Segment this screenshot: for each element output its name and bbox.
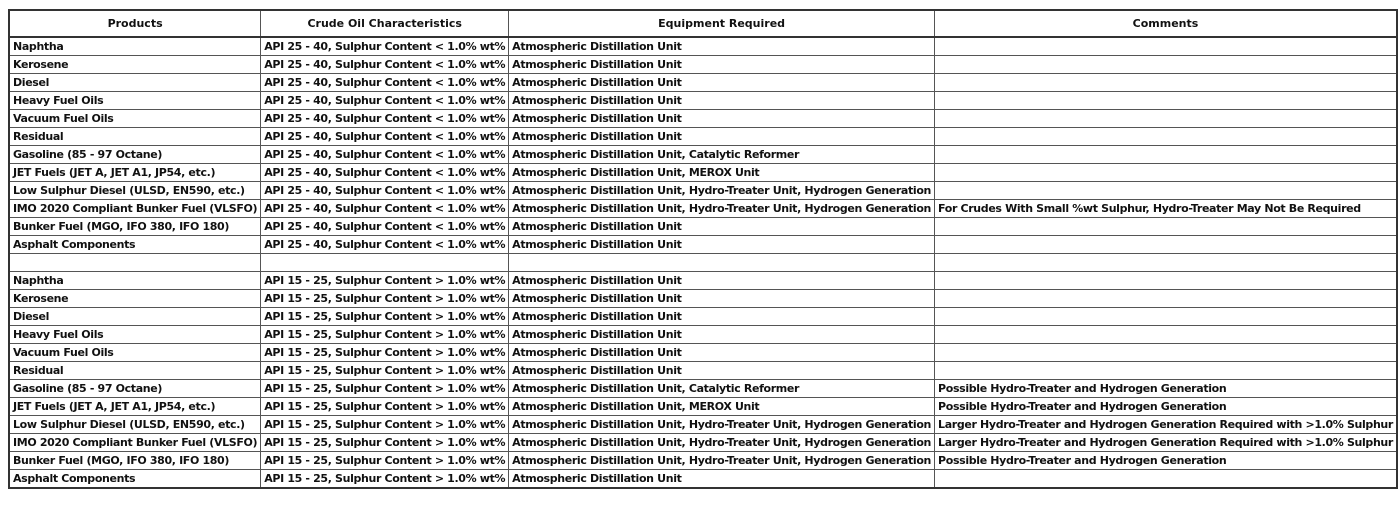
- product-cell: Heavy Fuel Oils: [9, 92, 261, 110]
- product-cell: Kerosene: [9, 56, 261, 74]
- product-cell: Diesel: [9, 308, 261, 326]
- crude-characteristics-cell: API 25 - 40, Sulphur Content < 1.0% wt%: [261, 110, 509, 128]
- equipment-cell: Atmospheric Distillation Unit: [509, 74, 935, 92]
- product-cell: Heavy Fuel Oils: [9, 326, 261, 344]
- equipment-cell: Atmospheric Distillation Unit: [509, 110, 935, 128]
- refinery-products-table: [8, 9, 1398, 489]
- equipment-cell: Atmospheric Distillation Unit: [509, 326, 935, 344]
- comments-cell: [935, 182, 1397, 200]
- product-cell: Diesel: [9, 74, 261, 92]
- table-row: [9, 272, 1397, 290]
- table-row: [9, 362, 1397, 380]
- table-row: [9, 37, 1397, 56]
- comments-cell: [935, 74, 1397, 92]
- comments-cell: [935, 272, 1397, 290]
- product-cell: Residual: [9, 128, 261, 146]
- comments-cell: [935, 326, 1397, 344]
- comments-cell: [935, 218, 1397, 236]
- comments-cell: Larger Hydro-Treater and Hydrogen Generation Required with >1.0% Sulphur: [935, 416, 1397, 434]
- table-row: [9, 128, 1397, 146]
- comments-cell: [935, 290, 1397, 308]
- product-cell: JET Fuels (JET A, JET A1, JP54, etc.): [9, 164, 261, 182]
- crude-characteristics-cell: API 25 - 40, Sulphur Content < 1.0% wt%: [261, 37, 509, 56]
- product-cell: Vacuum Fuel Oils: [9, 344, 261, 362]
- table-row: [9, 416, 1397, 434]
- table-row: [9, 110, 1397, 128]
- table-row: [9, 236, 1397, 254]
- product-cell: Bunker Fuel (MGO, IFO 380, IFO 180): [9, 452, 261, 470]
- table-row: [9, 164, 1397, 182]
- crude-characteristics-cell: API 25 - 40, Sulphur Content < 1.0% wt%: [261, 128, 509, 146]
- crude-characteristics-cell: API 15 - 25, Sulphur Content > 1.0% wt%: [261, 326, 509, 344]
- crude-characteristics-cell: API 15 - 25, Sulphur Content > 1.0% wt%: [261, 452, 509, 470]
- product-cell: Bunker Fuel (MGO, IFO 380, IFO 180): [9, 218, 261, 236]
- crude-characteristics-cell: API 15 - 25, Sulphur Content > 1.0% wt%: [261, 362, 509, 380]
- table-row: [9, 56, 1397, 74]
- header-row: [9, 10, 1397, 37]
- crude-characteristics-cell: API 15 - 25, Sulphur Content > 1.0% wt%: [261, 398, 509, 416]
- product-cell: Naphtha: [9, 37, 261, 56]
- equipment-cell: Atmospheric Distillation Unit, Hydro-Treater Unit, Hydrogen Generation: [509, 182, 935, 200]
- table-row: [9, 92, 1397, 110]
- product-cell: Low Sulphur Diesel (ULSD, EN590, etc.): [9, 182, 261, 200]
- table-row: [9, 434, 1397, 452]
- crude-characteristics-cell: API 15 - 25, Sulphur Content > 1.0% wt%: [261, 308, 509, 326]
- header-products: Products: [9, 10, 261, 37]
- table-row: [9, 254, 1397, 272]
- comments-cell: [935, 110, 1397, 128]
- crude-characteristics-cell: API 25 - 40, Sulphur Content < 1.0% wt%: [261, 74, 509, 92]
- crude-characteristics-cell: API 15 - 25, Sulphur Content > 1.0% wt%: [261, 344, 509, 362]
- equipment-cell: Atmospheric Distillation Unit: [509, 290, 935, 308]
- crude-characteristics-cell: API 15 - 25, Sulphur Content > 1.0% wt%: [261, 272, 509, 290]
- comments-cell: [935, 37, 1397, 56]
- crude-characteristics-cell: [261, 254, 509, 272]
- comments-cell: Possible Hydro-Treater and Hydrogen Generation: [935, 452, 1397, 470]
- crude-characteristics-cell: API 25 - 40, Sulphur Content < 1.0% wt%: [261, 182, 509, 200]
- table-row: [9, 380, 1397, 398]
- crude-characteristics-cell: API 15 - 25, Sulphur Content > 1.0% wt%: [261, 470, 509, 489]
- crude-characteristics-cell: API 15 - 25, Sulphur Content > 1.0% wt%: [261, 380, 509, 398]
- crude-characteristics-cell: API 25 - 40, Sulphur Content < 1.0% wt%: [261, 92, 509, 110]
- product-cell: [9, 254, 261, 272]
- equipment-cell: Atmospheric Distillation Unit: [509, 128, 935, 146]
- equipment-cell: Atmospheric Distillation Unit, Hydro-Treater Unit, Hydrogen Generation: [509, 452, 935, 470]
- equipment-cell: Atmospheric Distillation Unit: [509, 308, 935, 326]
- product-cell: Gasoline (85 - 97 Octane): [9, 380, 261, 398]
- crude-characteristics-cell: API 25 - 40, Sulphur Content < 1.0% wt%: [261, 218, 509, 236]
- header-comments: Comments: [935, 10, 1397, 37]
- crude-characteristics-cell: API 25 - 40, Sulphur Content < 1.0% wt%: [261, 236, 509, 254]
- product-cell: Kerosene: [9, 290, 261, 308]
- equipment-cell: Atmospheric Distillation Unit: [509, 344, 935, 362]
- comments-cell: [935, 362, 1397, 380]
- header-crude-oil-characteristics: Crude Oil Characteristics: [261, 10, 509, 37]
- product-cell: IMO 2020 Compliant Bunker Fuel (VLSFO): [9, 434, 261, 452]
- table-body: [9, 37, 1397, 488]
- product-cell: Asphalt Components: [9, 236, 261, 254]
- comments-cell: [935, 308, 1397, 326]
- product-cell: IMO 2020 Compliant Bunker Fuel (VLSFO): [9, 200, 261, 218]
- table-row: [9, 344, 1397, 362]
- table-row: [9, 182, 1397, 200]
- product-cell: Low Sulphur Diesel (ULSD, EN590, etc.): [9, 416, 261, 434]
- comments-cell: For Crudes With Small %wt Sulphur, Hydro-Treater May Not Be Required: [935, 200, 1397, 218]
- table-row: [9, 200, 1397, 218]
- equipment-cell: Atmospheric Distillation Unit, Hydro-Treater Unit, Hydrogen Generation: [509, 434, 935, 452]
- table-row: [9, 326, 1397, 344]
- equipment-cell: Atmospheric Distillation Unit, Hydro-Treater Unit, Hydrogen Generation: [509, 416, 935, 434]
- table-row: [9, 398, 1397, 416]
- table-row: [9, 146, 1397, 164]
- equipment-cell: Atmospheric Distillation Unit: [509, 272, 935, 290]
- table-row: [9, 74, 1397, 92]
- equipment-cell: [509, 254, 935, 272]
- table-row: [9, 218, 1397, 236]
- comments-cell: [935, 56, 1397, 74]
- comments-cell: [935, 146, 1397, 164]
- equipment-cell: Atmospheric Distillation Unit, MEROX Unit: [509, 164, 935, 182]
- table-row: [9, 452, 1397, 470]
- product-cell: Naphtha: [9, 272, 261, 290]
- comments-cell: Larger Hydro-Treater and Hydrogen Generation Required with >1.0% Sulphur: [935, 434, 1397, 452]
- comments-cell: [935, 254, 1397, 272]
- product-cell: Residual: [9, 362, 261, 380]
- table-header: [9, 10, 1397, 37]
- table-row: [9, 290, 1397, 308]
- equipment-cell: Atmospheric Distillation Unit, Hydro-Treater Unit, Hydrogen Generation: [509, 200, 935, 218]
- table-row: [9, 308, 1397, 326]
- comments-cell: [935, 92, 1397, 110]
- equipment-cell: Atmospheric Distillation Unit: [509, 218, 935, 236]
- table-row: [9, 470, 1397, 489]
- comments-cell: [935, 470, 1397, 489]
- comments-cell: [935, 344, 1397, 362]
- equipment-cell: Atmospheric Distillation Unit: [509, 56, 935, 74]
- comments-cell: [935, 236, 1397, 254]
- equipment-cell: Atmospheric Distillation Unit, MEROX Unit: [509, 398, 935, 416]
- equipment-cell: Atmospheric Distillation Unit: [509, 37, 935, 56]
- equipment-cell: Atmospheric Distillation Unit: [509, 92, 935, 110]
- comments-cell: Possible Hydro-Treater and Hydrogen Generation: [935, 380, 1397, 398]
- crude-characteristics-cell: API 25 - 40, Sulphur Content < 1.0% wt%: [261, 56, 509, 74]
- comments-cell: [935, 164, 1397, 182]
- equipment-cell: Atmospheric Distillation Unit, Catalytic Reformer: [509, 380, 935, 398]
- crude-characteristics-cell: API 15 - 25, Sulphur Content > 1.0% wt%: [261, 434, 509, 452]
- comments-cell: Possible Hydro-Treater and Hydrogen Generation: [935, 398, 1397, 416]
- crude-characteristics-cell: API 15 - 25, Sulphur Content > 1.0% wt%: [261, 416, 509, 434]
- equipment-cell: Atmospheric Distillation Unit: [509, 236, 935, 254]
- equipment-cell: Atmospheric Distillation Unit: [509, 470, 935, 489]
- comments-cell: [935, 128, 1397, 146]
- crude-characteristics-cell: API 25 - 40, Sulphur Content < 1.0% wt%: [261, 146, 509, 164]
- product-cell: Gasoline (85 - 97 Octane): [9, 146, 261, 164]
- crude-characteristics-cell: API 15 - 25, Sulphur Content > 1.0% wt%: [261, 290, 509, 308]
- equipment-cell: Atmospheric Distillation Unit, Catalytic Reformer: [509, 146, 935, 164]
- crude-characteristics-cell: API 25 - 40, Sulphur Content < 1.0% wt%: [261, 200, 509, 218]
- product-cell: Vacuum Fuel Oils: [9, 110, 261, 128]
- equipment-cell: Atmospheric Distillation Unit: [509, 362, 935, 380]
- product-cell: JET Fuels (JET A, JET A1, JP54, etc.): [9, 398, 261, 416]
- product-cell: Asphalt Components: [9, 470, 261, 489]
- header-equipment-required: Equipment Required: [509, 10, 935, 37]
- crude-characteristics-cell: API 25 - 40, Sulphur Content < 1.0% wt%: [261, 164, 509, 182]
